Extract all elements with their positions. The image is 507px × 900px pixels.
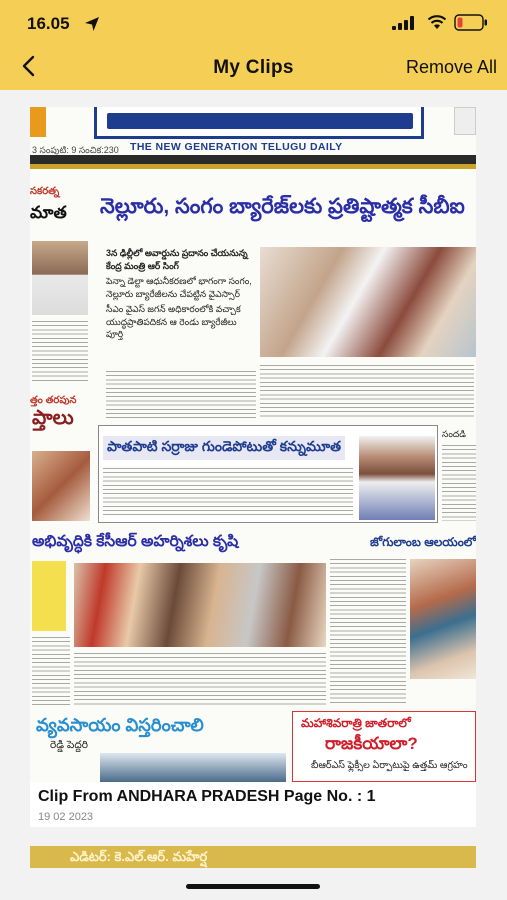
left-ad-strip xyxy=(32,561,66,631)
left-mid-photo xyxy=(32,451,90,521)
remove-all-button[interactable]: Remove All xyxy=(405,57,497,77)
clip-card[interactable] xyxy=(30,107,476,827)
lead-intro xyxy=(106,247,256,341)
second-story-portrait xyxy=(359,436,435,520)
battery-low-icon xyxy=(454,14,488,31)
masthead-ad-box xyxy=(454,107,476,135)
fifth-subline: బీఆర్ఎస్ ఫ్లెక్సీల ఏర్పాటుపై ఉత్తమ్ ఆగ్రహం xyxy=(311,760,468,771)
third-story-photo xyxy=(74,563,326,647)
lead-body-right xyxy=(260,363,474,419)
left-lower-text xyxy=(32,635,70,705)
lead-headline: నెల్లూరు, సంగం బ్యారేజ్‌లకు ప్రతిష్టాత్మక సీబీఐ xyxy=(100,195,465,218)
masthead xyxy=(94,107,424,139)
third-right-photo xyxy=(410,559,476,679)
signal-icon xyxy=(392,16,414,30)
gold-divider xyxy=(30,164,476,169)
left-portrait-photo xyxy=(32,241,88,315)
second-story-text xyxy=(103,466,353,518)
lead-intro-line-2: పెన్నా డెల్టా ఆధునీకరణలో భాగంగా సంగం, నెల్లూరు బ్యారేజీలను చేపట్టిన వైఎస్సార్ xyxy=(106,276,252,299)
lead-body-left xyxy=(106,369,256,419)
lead-photo-main xyxy=(260,247,476,357)
section-strip xyxy=(30,155,476,164)
wifi-icon xyxy=(427,14,447,30)
fifth-kicker: మహాశివరాత్రి జాతరాలో xyxy=(301,716,411,730)
lead-intro-line-3: సీఎం వైఎస్ జగన్ అధికారంలోకి వచ్చాక యుద్ధప్రాతిపదికన ఆ రెండు బ్యారేజీలు పూర్తి xyxy=(106,304,241,339)
home-indicator[interactable] xyxy=(186,884,320,889)
left-column-text xyxy=(32,319,88,381)
next-clip-preview-text: ఎడిటర్: కె.ఎల్.ఆర్. మహేర్ష xyxy=(70,849,208,864)
fourth-subline: రెడ్డి పెద్దరి xyxy=(50,739,89,751)
next-clip-preview[interactable] xyxy=(30,846,476,868)
masthead-logo-left xyxy=(30,107,46,137)
fourth-headline: వ్యవసాయం విస్తరించాలి xyxy=(36,715,204,735)
newspaper-tagline: THE NEW GENERATION TELUGU DAILY xyxy=(130,141,343,153)
lead-intro-line-1: 3న ఢిల్లీలో అవార్డును ప్రదానం చేయనున్న కేంద్ర మంత్రి ఆర్ సింగ్ xyxy=(106,248,248,271)
clip-date: 19 02 2023 xyxy=(38,811,94,823)
issue-line: 3 సంపుటి: 9 సంచిక:230 xyxy=(32,145,119,155)
right-column-text xyxy=(442,443,476,521)
app-header xyxy=(0,0,507,90)
right-kicker: సందడి xyxy=(442,429,466,439)
newspaper-clip-image[interactable] xyxy=(30,107,476,782)
left-column-kicker: సకరత్న xyxy=(30,186,60,197)
fourth-story-photo xyxy=(100,753,286,782)
fifth-headline: రాజకీయాలా? xyxy=(325,734,418,753)
second-headline: పాతపాటి సర్రాజు గుండెపోటుతో కన్నుమూత xyxy=(103,436,345,460)
third-right-text xyxy=(330,557,406,703)
status-time: 16.05 xyxy=(27,14,70,33)
third-right-headline: జోగులాంబ ఆలయంలో xyxy=(370,535,476,549)
left-mid-heading: ప్తాలు xyxy=(32,407,74,429)
third-headline: అభివృద్ధికి కేసీఆర్ అహర్నిశలు కృషి xyxy=(32,533,239,550)
page-title: My Clips xyxy=(213,57,294,78)
left-column-heading: మాత xyxy=(30,203,67,222)
third-story-text xyxy=(74,651,326,707)
location-arrow-icon xyxy=(84,16,100,32)
fifth-story-box xyxy=(292,711,476,782)
masthead-title-band xyxy=(107,113,413,129)
second-story-box xyxy=(98,425,438,523)
left-mid-kicker: త్తం తరపున xyxy=(30,395,77,406)
clip-caption: Clip From ANDHARA PRADESH Page No. : 1 xyxy=(38,788,376,805)
